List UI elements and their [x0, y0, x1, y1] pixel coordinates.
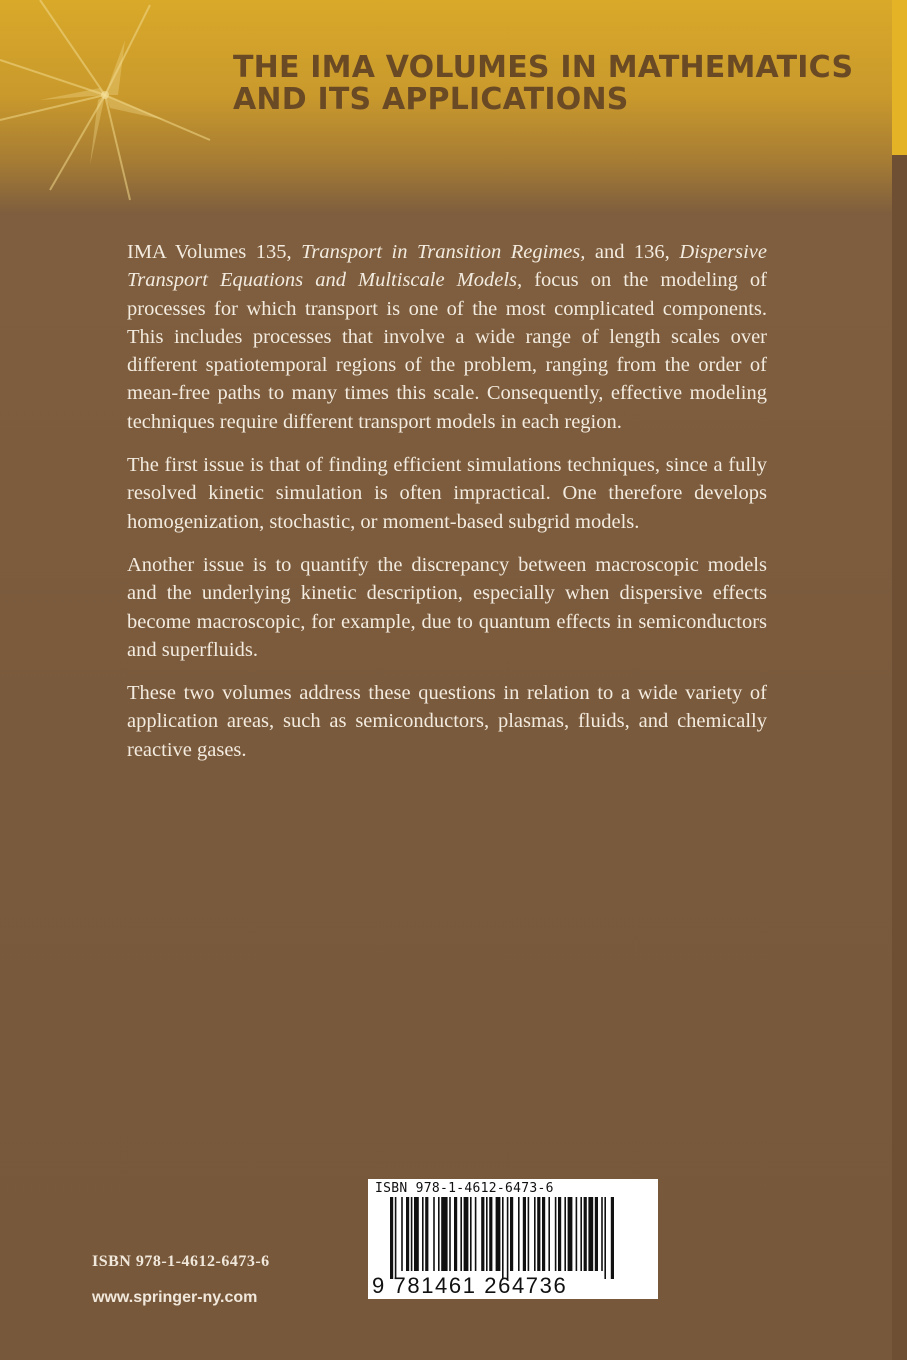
description-paragraph-4: These two volumes address these questions in relation to a wide variety of application areas, such as semiconductors, plasmas, fluids, and chemically reactive gases. [127, 682, 767, 761]
barcode-bar [537, 1197, 540, 1271]
barcode-bar [454, 1197, 457, 1271]
p1-text-b: and 136, [585, 241, 680, 263]
series-title-line-2: AND ITS APPLICATIONS [233, 82, 629, 117]
description-paragraph-3: Another issue is to quantify the discrepancy between macroscopic models and the underlying kinetic description, especially when dispersive effects become macroscopic, for example, due to quantum effects in semiconductors and superfluids. [127, 553, 767, 661]
barcode-bar [438, 1197, 440, 1271]
barcode-bar [580, 1197, 582, 1271]
barcode-bar [390, 1197, 393, 1279]
isbn-label: ISBN 978-1-4612-6473-6 [92, 1253, 270, 1270]
barcode-bar [422, 1197, 424, 1271]
barcode-bar [414, 1197, 419, 1271]
volume-135-title: Transport in Transition Regimes, [301, 241, 586, 263]
barcode-bar [464, 1197, 469, 1271]
spine-edge-accent [892, 0, 907, 155]
barcode-bar [449, 1197, 451, 1271]
barcode-bar [548, 1197, 550, 1271]
barcode-bar [475, 1197, 477, 1271]
barcode-bar [496, 1197, 501, 1271]
book-description [127, 238, 767, 779]
barcode-bar [604, 1197, 606, 1279]
description-paragraph-1 [127, 238, 767, 436]
barcode-digits: 9 781461 264736 [372, 1273, 568, 1298]
barcode-isbn-text: ISBN 978-1-4612-6473-6 [375, 1181, 554, 1196]
barcode-label [368, 1179, 658, 1299]
description-paragraph-2: The first issue is that of finding efficient simulations techniques, since a fully resolved kinetic simulation is often impractical. One therefore develops homogenization, stochastic, or moment-based subgrid models. [127, 454, 767, 533]
barcode-bar [470, 1197, 472, 1271]
barcode-bar [460, 1197, 462, 1271]
barcode-bar [568, 1197, 573, 1271]
barcode-bar [486, 1197, 488, 1271]
barcode-bar [601, 1197, 603, 1271]
p1-text-a: IMA Volumes 135, [127, 241, 302, 263]
barcode-bar [576, 1197, 578, 1271]
barcode-bar [425, 1197, 428, 1271]
barcode-bar [555, 1197, 557, 1271]
barcode-bar [411, 1197, 413, 1271]
barcode-bar [507, 1197, 509, 1279]
barcode-bar [510, 1197, 513, 1271]
barcode-bar [611, 1197, 614, 1279]
series-title [233, 52, 853, 116]
barcode-bar [558, 1197, 561, 1271]
series-title-line-1: THE IMA VOLUMES IN MATHEMATICS [233, 50, 854, 85]
publisher-website-link[interactable]: www.springer-ny.com [92, 1289, 258, 1306]
barcode-bar [584, 1197, 587, 1271]
barcode-bar [528, 1197, 530, 1271]
barcode-bar [489, 1197, 492, 1271]
barcode-bar [534, 1197, 536, 1271]
barcode-bar [564, 1197, 566, 1271]
barcode-bar [595, 1197, 598, 1271]
star-emblem-icon [0, 0, 230, 210]
volume-136-title: Dispersive Transport Equations and Multiscale Models, [127, 241, 767, 292]
spine-edge-strip [892, 0, 907, 1360]
barcode-bar [441, 1197, 447, 1271]
barcode-bar [395, 1197, 397, 1279]
barcode-bar [542, 1197, 545, 1271]
barcode-bar [502, 1197, 504, 1279]
barcode-bar [523, 1197, 526, 1271]
barcode-bar [518, 1197, 520, 1271]
p1-text-c: focus on the modeling of processes for which transport is one of the most complicated components. This includes processes that involve a wide range of length scales over different spatiotemporal regions of the problem, ranging from the order of mean-free paths to many times this scale. Consequently, effective modeling techniques require different transport models in each region. [127, 269, 767, 433]
barcode-bar [401, 1197, 403, 1271]
barcode-bar [433, 1197, 435, 1271]
barcode-bar [406, 1197, 409, 1271]
barcode-bar [481, 1197, 484, 1271]
barcode-bar [588, 1197, 593, 1271]
